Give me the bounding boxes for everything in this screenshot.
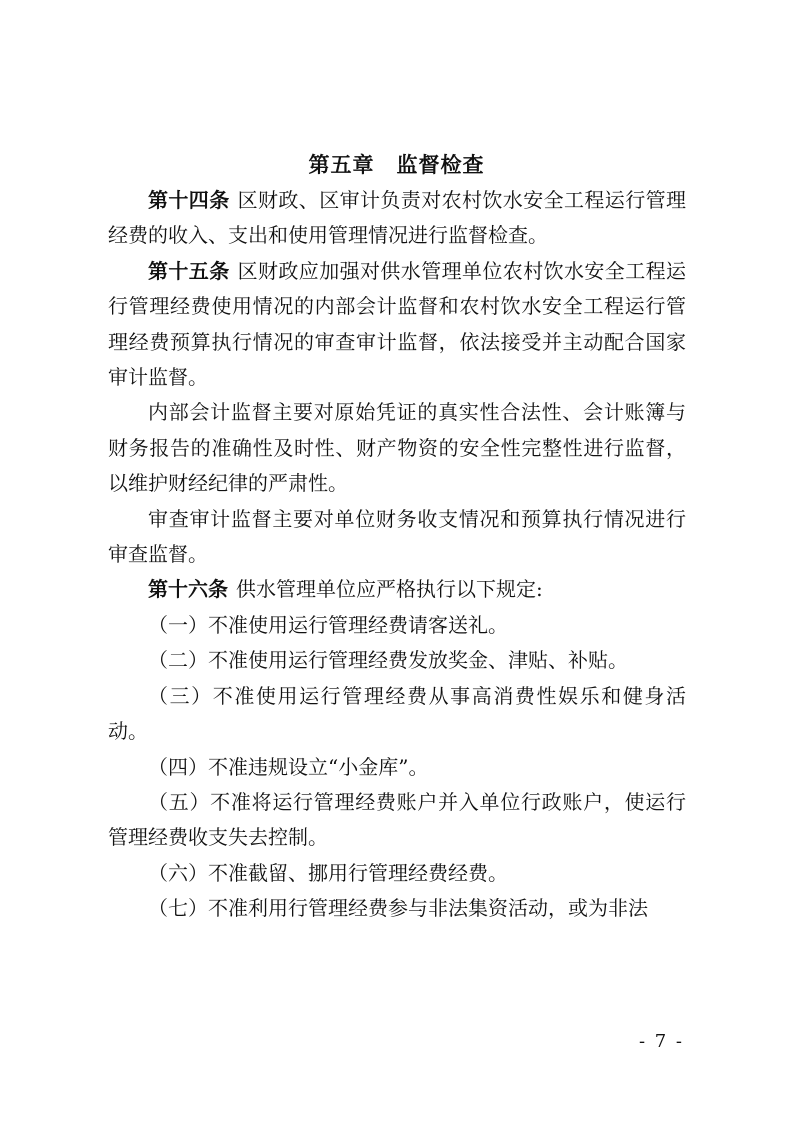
- page-number: - 7 -: [638, 1031, 684, 1052]
- article-number: 第十四条: [148, 188, 230, 212]
- article-14: [108, 183, 686, 254]
- paragraph-text: 内部会计监督主要对原始凭证的真实性合法性、会计账簿与财务报告的准确性及时性、财产物资的安全性完整性进行监督，以维护财经纪律的严肃性。: [108, 400, 686, 496]
- paragraph-internal-audit: [108, 395, 686, 501]
- chapter-title: 第五章 监督检查: [308, 153, 485, 177]
- paragraph-text: （二）不准使用运行管理经费发放奖金、津贴、补贴。: [148, 648, 628, 673]
- article-number: 第十六条: [148, 577, 228, 602]
- rule-item-7: [108, 891, 686, 926]
- paragraph-text: 区财政、区审计负责对农村饮水安全工程运行管理经费的收入、支出和使用管理情况进行监督检查。: [108, 188, 687, 248]
- article-15: [108, 254, 686, 396]
- rule-item-4: [108, 750, 686, 785]
- document-body: [108, 183, 686, 927]
- paragraph-text: （四）不准违规设立“小金库”。: [148, 754, 429, 779]
- rule-item-2: [108, 643, 686, 678]
- paragraph-text: （六）不准截留、挪用行管理经费经费。: [148, 860, 508, 885]
- paragraph-text: 审查审计监督主要对单位财务收支情况和预算执行情况进行审查监督。: [108, 506, 686, 567]
- rule-item-3: [108, 679, 686, 750]
- article-number: 第十五条: [148, 258, 230, 283]
- article-16: [108, 572, 686, 607]
- paragraph-review-audit: [108, 502, 686, 573]
- paragraph-text: （三）不准使用运行管理经费从事高消费性娱乐和健身活动。: [108, 683, 686, 744]
- paragraph-text: 区财政应加强对供水管理单位农村饮水安全工程运行管理经费使用情况的内部会计监督和农村饮水安全工程运行管理经费预算执行情况的审查审计监督，依法接受并主动配合国家审计监督。: [108, 258, 687, 390]
- paragraph-text: （七）不准利用行管理经费参与非法集资活动，或为非法: [148, 896, 648, 921]
- rule-item-5: [108, 785, 686, 856]
- rule-item-6: [108, 856, 686, 891]
- paragraph-text: （一）不准使用运行管理经费请客送礼。: [148, 612, 508, 637]
- paragraph-text: 供水管理单位应严格执行以下规定:: [236, 577, 543, 602]
- rule-item-1: [108, 608, 686, 643]
- paragraph-text: （五）不准将运行管理经费账户并入单位行政账户，使运行管理经费收支失去控制。: [108, 789, 686, 850]
